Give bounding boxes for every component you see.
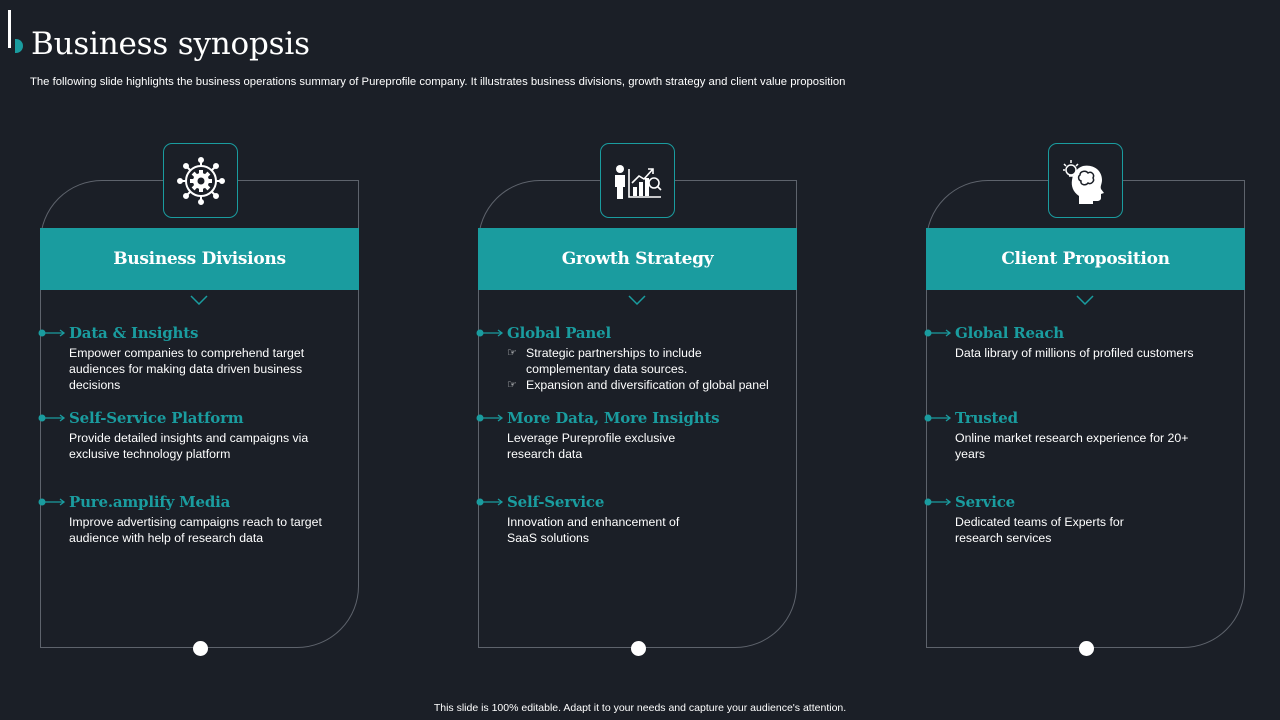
head-lightbulb-icon [1063,158,1109,204]
title-accent-dot [15,39,23,53]
card-header [926,228,1245,290]
page-title: Business synopsis [31,26,310,62]
list-item [955,492,1236,546]
card-header [478,228,797,290]
chevron-down-icon [1076,295,1094,305]
sub-bullet-line [507,377,788,393]
list-item [69,323,350,393]
pointing-hand-icon: ☞ [507,347,517,359]
arrow-bullet-icon [476,414,504,422]
list-item [507,323,788,393]
item-heading: Data & Insights [69,324,199,342]
gear-network-icon [177,157,225,205]
arrow-bullet-icon [38,329,66,337]
card-bottom-dot [193,641,208,656]
item-text: Empower companies to comprehend target audiences for making data driven business decisions [69,346,305,392]
item-heading: Self-Service Platform [69,409,244,427]
list-item [69,408,350,462]
list-item [507,492,788,546]
sub-bullet-line [507,345,788,377]
arrow-bullet-icon [476,498,504,506]
card-title: Business Divisions [113,249,286,269]
card-growth-strategy [478,180,797,648]
card-bottom-dot [1079,641,1094,656]
card-icon-box [600,143,675,218]
item-heading: More Data, More Insights [507,409,720,427]
sub-bullet-text: Strategic partnerships to include complementary data sources. [526,346,702,376]
arrow-bullet-icon [38,498,66,506]
card-icon-box [163,143,238,218]
item-heading: Pure.amplify Media [69,493,231,511]
item-heading: Service [955,493,1015,511]
card-title: Growth Strategy [561,249,714,269]
item-text: Leverage Pureprofile exclusive research data [507,431,676,461]
item-text: Data library of millions of profiled customers [955,346,1194,360]
arrow-bullet-icon [38,414,66,422]
list-item [955,408,1236,462]
list-item [69,492,350,546]
page-subtitle: The following slide highlights the business operations summary of Pureprofile company. It illustrates business divisions, growth strategy and client value proposition [30,76,846,88]
item-heading: Global Panel [507,324,611,342]
card-bottom-dot [631,641,646,656]
item-text: Innovation and enhancement of SaaS solutions [507,515,680,545]
list-item [955,323,1236,361]
item-text: Improve advertising campaigns reach to target audience with help of research data [69,515,322,545]
growth-chart-icon [613,161,663,201]
card-business-divisions [40,180,359,648]
card-client-proposition [926,180,1245,648]
item-heading: Trusted [955,409,1018,427]
chevron-down-icon [628,295,646,305]
arrow-bullet-icon [924,498,952,506]
chevron-down-icon [190,295,208,305]
footer-note: This slide is 100% editable. Adapt it to your needs and capture your audience's attention. [433,702,847,714]
pointing-hand-icon: ☞ [507,379,517,391]
list-item [507,408,788,462]
item-text [507,345,788,393]
item-text: Dedicated teams of Experts for research services [955,515,1124,545]
card-icon-box [1048,143,1123,218]
item-text: Online market research experience for 20+ years [955,431,1189,461]
item-text: Provide detailed insights and campaigns via exclusive technology platform [69,431,309,461]
card-header [40,228,359,290]
item-heading: Self-Service [507,493,605,511]
arrow-bullet-icon [476,329,504,337]
item-heading: Global Reach [955,324,1065,342]
title-accent-bar [8,10,11,48]
arrow-bullet-icon [924,414,952,422]
card-title: Client Proposition [1001,249,1170,269]
arrow-bullet-icon [924,329,952,337]
sub-bullet-text: Expansion and diversification of global panel [526,378,769,392]
